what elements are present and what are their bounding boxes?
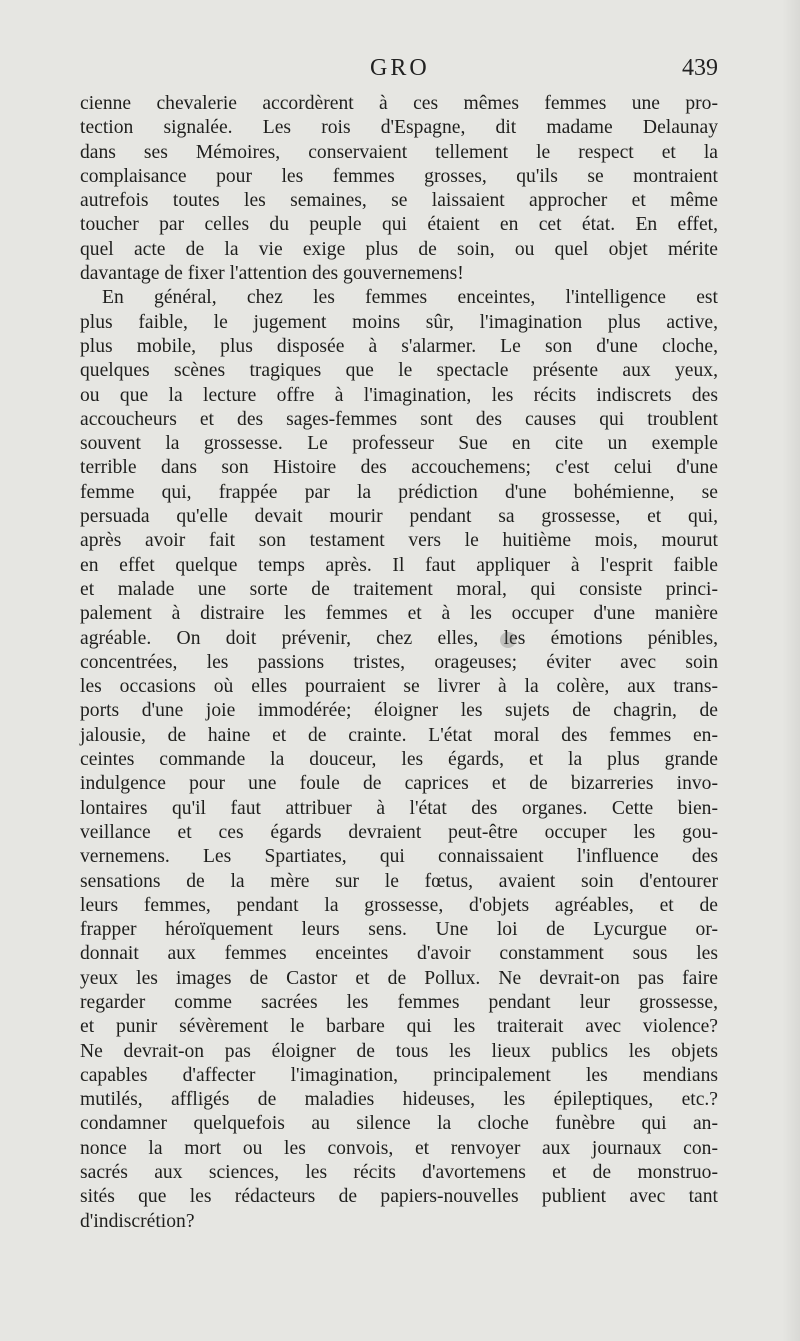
text-line: sensations de la mère sur le fœtus, avaient soin d'entourer xyxy=(80,870,718,892)
text-line: frapper héroïquement leurs sens. Une loi de Lycurgue or- xyxy=(80,919,718,941)
page-number: 439 xyxy=(682,55,718,81)
text-line: concentrées, les passions tristes, orageuses; éviter avec soin xyxy=(80,651,718,673)
text-line: terrible dans son Histoire des accouchemens; c'est celui d'une xyxy=(80,457,718,479)
text-line: après avoir fait son testament vers le huitième mois, mourut xyxy=(80,530,718,552)
body-text xyxy=(80,92,718,1262)
text-line: tection signalée. Les rois d'Espagne, dit madame Delaunay xyxy=(80,117,718,139)
text-line: davantage de fixer l'attention des gouvernemens! xyxy=(80,263,464,285)
text-line: plus mobile, plus disposée à s'alarmer. Le son d'une cloche, xyxy=(80,335,718,357)
paragraph xyxy=(80,286,718,1234)
text-line: quel acte de la vie exige plus de soin, ou quel objet mérite xyxy=(80,238,718,260)
text-line: donnait aux femmes enceintes d'avoir constamment sous les xyxy=(80,943,718,965)
text-line: nonce la mort ou les convois, et renvoyer aux journaux con- xyxy=(80,1137,718,1159)
text-line: femme qui, frappée par la prédiction d'une bohémienne, se xyxy=(80,481,718,503)
text-line: dans ses Mémoires, conservaient tellement le respect et la xyxy=(80,141,718,163)
text-line: autrefois toutes les semaines, se laissaient approcher et même xyxy=(80,190,718,212)
text-line: ou que la lecture offre à l'imagination, les récits indiscrets des xyxy=(80,384,718,406)
text-line: indulgence pour une foule de caprices et de bizarreries invo- xyxy=(80,773,718,795)
text-line: sités que les rédacteurs de papiers-nouvelles publient avec tant xyxy=(80,1186,718,1208)
text-line: quelques scènes tragiques que le spectacle présente aux yeux, xyxy=(80,360,718,382)
text-line: persuada qu'elle devait mourir pendant sa grossesse, et qui, xyxy=(80,506,718,528)
text-line: en effet quelque temps après. Il faut appliquer à l'esprit faible xyxy=(80,554,718,576)
text-line: vernemens. Les Spartiates, qui connaissaient l'influence des xyxy=(80,846,718,868)
text-line: et malade une sorte de traitement moral, qui consiste princi- xyxy=(80,578,718,600)
text-line: jalousie, de haine et de crainte. L'état moral des femmes en- xyxy=(80,724,718,746)
running-head: GRO xyxy=(370,55,430,81)
page-header xyxy=(80,55,720,91)
text-line: plus faible, le jugement moins sûr, l'imagination plus active, xyxy=(80,311,718,333)
text-line: capables d'affecter l'imagination, principalement les mendians xyxy=(80,1064,718,1086)
text-line: ceintes commande la douceur, les égards, et la plus grande xyxy=(80,749,718,771)
text-line: les occasions où elles pourraient se livrer à la colère, aux trans- xyxy=(80,676,718,698)
text-line: d'indiscrétion? xyxy=(80,1210,195,1232)
text-line: mutilés, affligés de maladies hideuses, les épileptiques, etc.? xyxy=(80,1089,718,1111)
text-line: condamner quelquefois au silence la cloche funèbre qui an- xyxy=(80,1113,718,1135)
text-line: Ne devrait-on pas éloigner de tous les lieux publics les objets xyxy=(80,1040,718,1062)
text-line: palement à distraire les femmes et à les occuper d'une manière xyxy=(80,603,718,625)
text-line: regarder comme sacrées les femmes pendant leur grossesse, xyxy=(80,991,718,1013)
text-line: cienne chevalerie accordèrent à ces mêmes femmes une pro- xyxy=(80,93,718,114)
text-line: En général, chez les femmes enceintes, l'intelligence est xyxy=(102,287,718,309)
text-line: ports d'une joie immodérée; éloigner les sujets de chagrin, de xyxy=(80,700,718,722)
page-edge-shadow xyxy=(782,0,800,1341)
text-line: agréable. On doit prévenir, chez elles, les émotions pénibles, xyxy=(80,627,718,649)
text-line: et punir sévèrement le barbare qui les traiterait avec violence? xyxy=(80,1016,718,1038)
text-line: lontaires qu'il faut attribuer à l'état des organes. Cette bien- xyxy=(80,797,718,819)
text-line: toucher par celles du peuple qui étaient en cet état. En effet, xyxy=(80,214,718,236)
paragraph xyxy=(80,92,718,286)
text-line: complaisance pour les femmes grosses, qu'ils se montraient xyxy=(80,165,718,187)
text-line: veillance et ces égards devraient peut-être occuper les gou- xyxy=(80,821,718,843)
text-line: yeux les images de Castor et de Pollux. Ne devrait-on pas faire xyxy=(80,967,718,989)
text-line: leurs femmes, pendant la grossesse, d'objets agréables, et de xyxy=(80,894,718,916)
text-line: souvent la grossesse. Le professeur Sue en cite un exemple xyxy=(80,433,718,455)
text-line: sacrés aux sciences, les récits d'avortemens et de monstruo- xyxy=(80,1162,718,1184)
text-line: accoucheurs et des sages-femmes sont des causes qui troublent xyxy=(80,408,718,430)
ink-smudge xyxy=(500,632,516,648)
